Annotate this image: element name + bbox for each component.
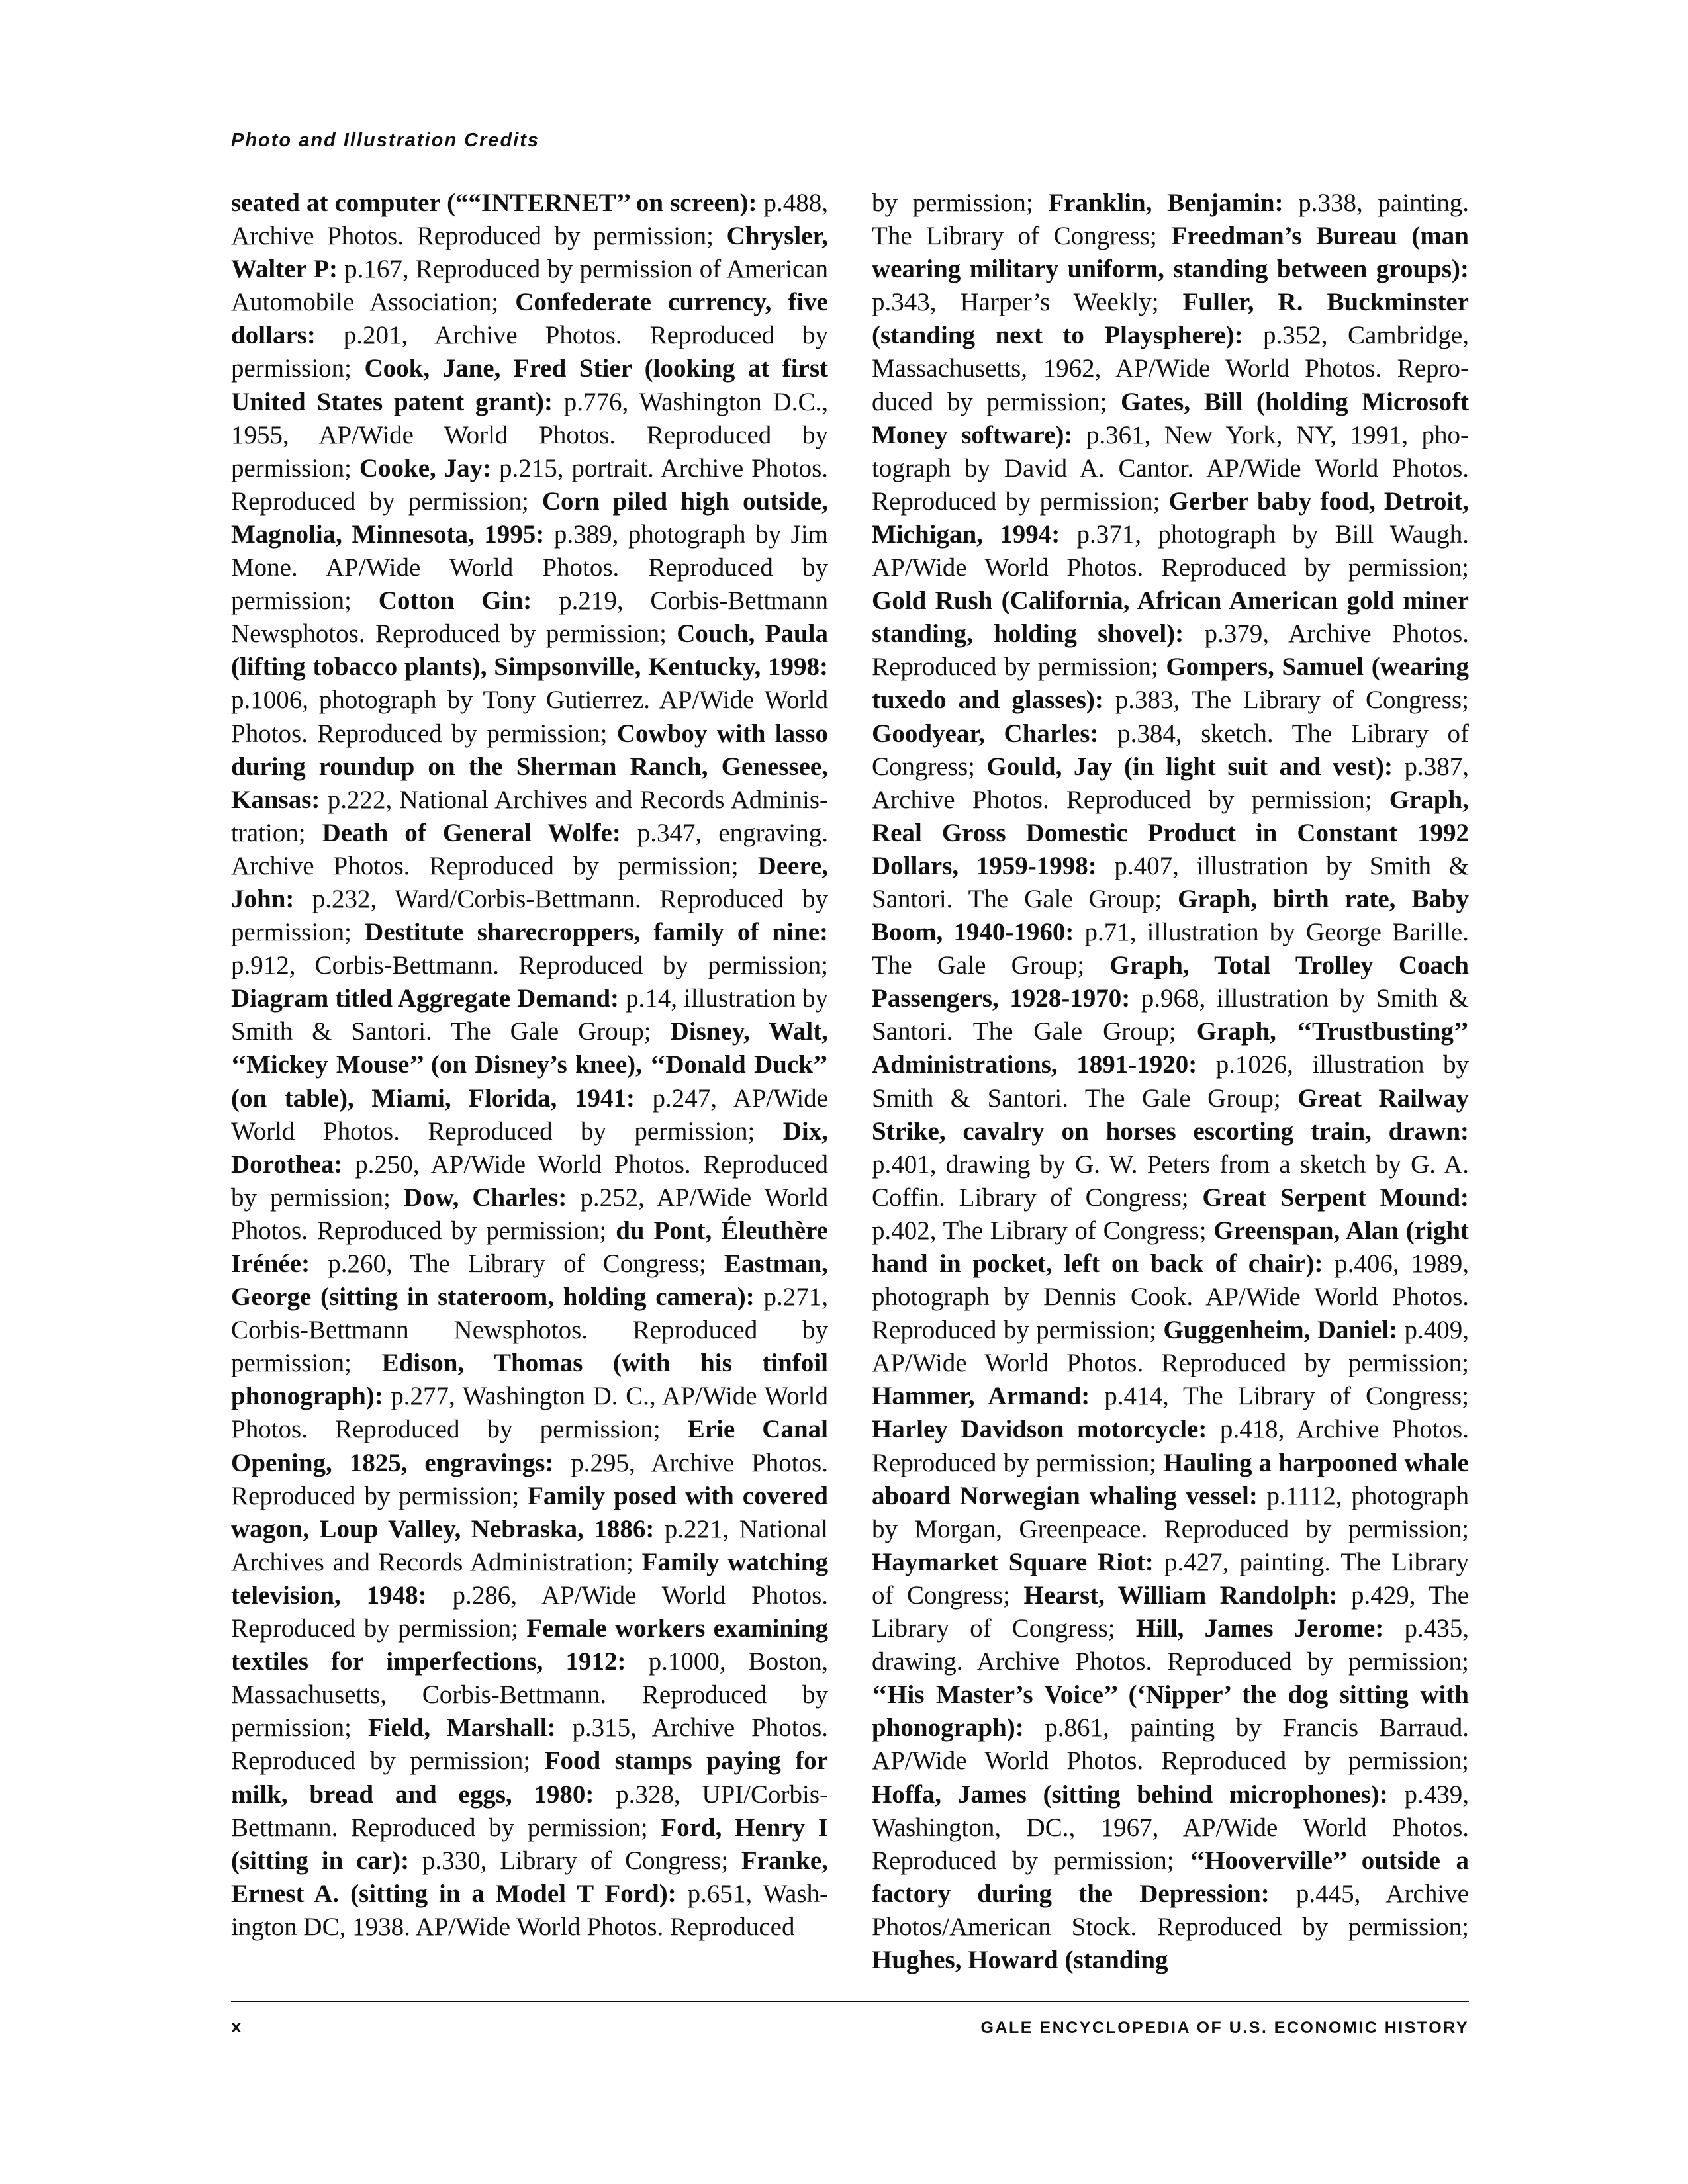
credit-source: p.250, AP/Wide World Photos. Reproduced by permission; [231, 1150, 828, 1212]
running-head: Photo and Illustration Credits [231, 130, 540, 151]
credit-source: p.260, The Library of Congress; [310, 1250, 724, 1278]
credit-subject: Graph, Total Trolley Coach Passengers, 1928-1970: [872, 951, 1469, 1013]
credit-subject: Death of General Wolfe: [322, 818, 621, 847]
credit-source: p.71, illustration by George Barille. The Gale Group; [872, 918, 1469, 980]
credit-subject: Eastman, George (sitting in stateroom, holding camera): [231, 1250, 828, 1312]
credit-source: p.912, Corbis-Bettmann. Reproduced by permission; [231, 951, 828, 980]
credit-source: p.347, engraving. Archive Photos. Reproduced by permission; [231, 818, 828, 880]
credit-source: p.439, Washington, DC., 1967, AP/Wide World Photos. Reproduced by permission; [872, 1780, 1470, 1875]
credit-source: p.968, illustration by Smith & Santori. The Gale Group; [872, 984, 1469, 1046]
credit-source: p.232, Ward/Corbis-Bettmann. Reproduced by permission; [231, 884, 828, 947]
credit-subject: Hammer, Armand: [872, 1382, 1090, 1411]
credit-source: p.861, painting by Francis Barraud. AP/Wide World Photos. Reproduced by permission; [872, 1713, 1469, 1776]
credit-subject: Great Railway Strike, cavalry on horses escorting train, drawn: [872, 1083, 1469, 1146]
credit-source: p.776, Washington D.C., 1955, AP/Wide World Photos. Reproduced by permission; [231, 387, 828, 482]
credit-subject: Gerber baby food, Detroit, Michigan, 1994: [872, 486, 1469, 549]
credit-subject: Family watching television, 1948: [231, 1547, 828, 1610]
credit-source: p.401, drawing by G. W. Peters from a sketch by G. A. Coffin. Library of Congress; [872, 1150, 1469, 1212]
credit-subject: Diagram titled Aggregate Demand: [231, 984, 619, 1013]
credit-subject: ‘‘His Master’s Voice’’ (‘Nipper’ the dog sitting with phonograph): [872, 1680, 1469, 1743]
credit-source: p.1006, photograph by Tony Gutierrez. AP/Wide World Photos. Reproduced by permission; [231, 686, 828, 748]
credit-subject: Cotton Gin: [378, 586, 532, 615]
credit-subject: Graph, Real Gross Domestic Product in Constant 1992 Dollars, 1959-1998: [872, 785, 1469, 880]
credit-subject: Dow, Charles: [403, 1183, 567, 1212]
credit-source: p.361, New York, NY, 1991, photograph by David A. Cantor. AP/Wide World Photos. Reproduced by permission; [872, 420, 1469, 516]
credit-source: p.277, Washington D. C., AP/Wide World Photos. Reproduced by permission; [231, 1382, 828, 1444]
credit-source: p.215, portrait. Archive Photos. Reproduced by permission; [231, 453, 829, 516]
credit-source: p.338, painting. The Library of Congress; [872, 189, 1469, 251]
credit-subject: Couch, Paula (lifting tobacco plants), Simpsonville, Kentucky, 1998: [231, 619, 828, 682]
credit-subject: Gates, Bill (holding Microsoft Money software): [872, 387, 1469, 449]
credit-source: p.406, 1989, photograph by Dennis Cook. AP/Wide World Photos. Reproduced by permission; [872, 1250, 1469, 1345]
credit-source: p.409, AP/Wide World Photos. Reproduced by permission; [872, 1316, 1469, 1378]
page-number: x [231, 2016, 242, 2036]
credit-subject: Graph, birth rate, Baby Boom, 1940-1960: [872, 884, 1469, 947]
credit-source: p.387, Archive Photos. Reproduced by permission; [872, 752, 1470, 814]
credit-subject: ‘‘Hooverville’’ outside a factory during the Depression: [872, 1846, 1469, 1908]
credit-subject: Hauling a harpooned whale aboard Norwegian whaling vessel: [872, 1448, 1469, 1510]
credit-source: p.201, Archive Photos. Reproduced by permission; [231, 321, 828, 383]
credit-source: p.328, UPI/Corbis-​Bettmann. Reproduced by permission; [231, 1780, 828, 1842]
credit-subject: Hill, James Jerome: [1135, 1614, 1384, 1643]
credit-source: p.414, The Library of Congress; [1090, 1382, 1470, 1411]
credit-subject: Food stamps paying for milk, bread and eggs, 1980: [231, 1747, 828, 1809]
credit-source: p.651, Washington DC, 1938. AP/Wide World Photos. Reproduced [231, 1879, 828, 1941]
credit-source: p.488, Archive Photos. Reproduced by permission; [231, 189, 828, 251]
credit-subject: Chrysler, Walter P: [231, 222, 828, 284]
credit-source: p.1112, photograph by Morgan, Greenpeace. Reproduced by permission; [872, 1481, 1469, 1543]
credit-subject: Ford, Henry I (sitting in car): [231, 1813, 828, 1875]
credit-source: p.427, painting. The Library of Congress; [872, 1547, 1469, 1610]
credit-source: p.383, The Library of Congress; [1103, 686, 1469, 715]
credit-source: p.271, Corbis-Bettmann Newsphotos. Reproduced by permission; [231, 1283, 828, 1378]
credit-subject: Deere, John: [231, 851, 828, 913]
credit-subject: Gold Rush (California, African American gold miner standing, holding shovel): [872, 586, 1469, 649]
credits-column-left [231, 187, 828, 1944]
book-title-footer: GALE ENCYCLOPEDIA OF U.S. ECONOMIC HISTORY [980, 2019, 1469, 2037]
credit-subject: Guggenheim, Daniel: [1163, 1316, 1398, 1345]
credit-subject: Dix, Dorothea: [231, 1116, 828, 1179]
credit-source: p.222, National Archives and Records Administration; [231, 785, 828, 847]
credit-subject: Cook, Jane, Fred Stier (looking at first United States patent grant): [231, 354, 828, 416]
credit-subject: Graph, ‘‘Trustbusting’’ Administrations, 1891-1920: [872, 1017, 1469, 1079]
credit-subject: Hughes, Howard (standing [872, 1945, 1168, 1974]
credit-subject: Disney, Walt, ‘‘Mickey Mouse’’ (on Disney’s knee), ‘‘Donald Duck’’ (on table), Miami, Florida, 1941: [231, 1017, 828, 1113]
credit-source: by permission; [872, 189, 1049, 217]
credit-source: p.371, photograph by Bill Waugh. AP/Wide World Photos. Reproduced by permission; [872, 520, 1469, 582]
credit-subject: Cowboy with lasso during roundup on the Sherman Ranch, Genessee, Kansas: [231, 719, 828, 814]
credit-subject: Hoffa, James (sitting behind microphones): [872, 1780, 1388, 1809]
credits-column-right [872, 187, 1469, 1977]
credit-subject: Confederate currency, five dollars: [231, 288, 828, 350]
credit-subject: Hearst, William Randolph: [1023, 1580, 1338, 1610]
credit-source: p.429, The Library of Congress; [872, 1580, 1469, 1643]
credit-source: p.219, Corbis-Bettmann Newsphotos. Reproduced by permission; [231, 586, 829, 649]
credit-source: p.295, Archive Photos. Reproduced by permission; [231, 1448, 828, 1510]
credit-source: p.435, drawing. Archive Photos. Reproduced by permission; [872, 1614, 1469, 1676]
credit-subject: du Pont, Éleuthère Irénée: [231, 1216, 828, 1278]
credit-source: p.343, Harper’s Weekly; [872, 288, 1183, 317]
credit-subject: Franke, Ernest A. (sitting in a Model T Ford): [231, 1846, 828, 1908]
credit-subject: Gompers, Samuel (wearing tuxedo and glasses): [872, 653, 1469, 715]
credit-source: p.330, Library of Congress; [409, 1846, 741, 1875]
credit-source: p.14, illustration by Smith & Santori. The Gale Group; [231, 984, 828, 1046]
credit-subject: Haymarket Square Riot: [872, 1547, 1154, 1576]
credit-subject: Gould, Jay (in light suit and vest): [986, 752, 1393, 781]
credit-source: p.167, Reproduced by permission of American Automobile Association; [231, 255, 828, 317]
credit-source: p.402, The Library of Congress; [872, 1216, 1214, 1245]
credit-subject: Harley Davidson motorcycle: [872, 1415, 1207, 1444]
credit-source: p.252, AP/Wide World Photos. Reproduced by permission; [231, 1183, 829, 1245]
credit-source: p.247, AP/​Wide World Photos. Reproduced by permission; [231, 1083, 828, 1146]
credit-source: p.221, National Archives and Records Administration; [231, 1514, 828, 1576]
credit-source: p.407, illustration by Smith & Santori. The Gale Group; [872, 851, 1469, 913]
credit-subject: Edison, Thomas (with his tinfoil phonograph): [231, 1349, 828, 1411]
credit-subject: Freedman’s Bureau (man wearing military uniform, standing between groups): [872, 222, 1469, 284]
credit-subject: Cooke, Jay: [359, 453, 492, 482]
credit-subject: Goodyear, Charles: [872, 719, 1099, 748]
credit-subject: Erie Canal Opening, 1825, engravings: [231, 1415, 828, 1477]
credit-source: p.286, AP/Wide World Photos. Reproduced by permission; [231, 1580, 828, 1643]
credit-source: p.379, Archive Photos. Reproduced by permission; [872, 619, 1469, 682]
credit-subject: Female workers examining textiles for imperfections, 1912: [231, 1614, 828, 1676]
credit-subject: Corn piled high outside, Magnolia, Minnesota, 1995: [231, 486, 828, 549]
credit-source: p.1026, illustration by Smith & Santori. The Gale Group; [872, 1050, 1469, 1113]
credit-subject: Franklin, Benjamin: [1048, 189, 1284, 217]
credit-source: p.1000, Boston, Massachusetts, Corbis-Bettmann. Reproduced by permission; [231, 1647, 828, 1743]
credit-subject: Family posed with covered wagon, Loup Valley, Nebraska, 1886: [231, 1481, 828, 1543]
credit-source: p.445, Archive Photos/American Stock. Reproduced by permission; [872, 1879, 1469, 1941]
credit-subject: Destitute sharecroppers, family of nine: [365, 918, 828, 947]
credit-source: p.384, sketch. The Library of Congress; [872, 719, 1469, 781]
credit-subject: Field, Marshall: [367, 1713, 556, 1743]
credit-subject: Greenspan, Alan (right hand in pocket, left on back of chair): [872, 1216, 1470, 1278]
credit-source: p.418, Archive Photos. Reproduced by permission; [872, 1415, 1469, 1477]
credit-subject: seated at computer (““INTERNET’’ on screen): [231, 189, 757, 217]
credit-subject: Fuller, R. Buckminster (standing next to Playsphere): [872, 288, 1469, 350]
credit-source: p.352, Cambridge, Massachusetts, 1962, AP/Wide World Photos. Reproduced by permission; [872, 321, 1469, 416]
credit-source: p.315, Archive Photos. Reproduced by permission; [231, 1713, 828, 1776]
credit-subject: Great Serpent Mound: [1202, 1183, 1469, 1212]
footer-rule [231, 2001, 1469, 2002]
credit-source: p.389, photograph by Jim Mone. AP/Wide World Photos. Reproduced by permission; [231, 520, 828, 615]
